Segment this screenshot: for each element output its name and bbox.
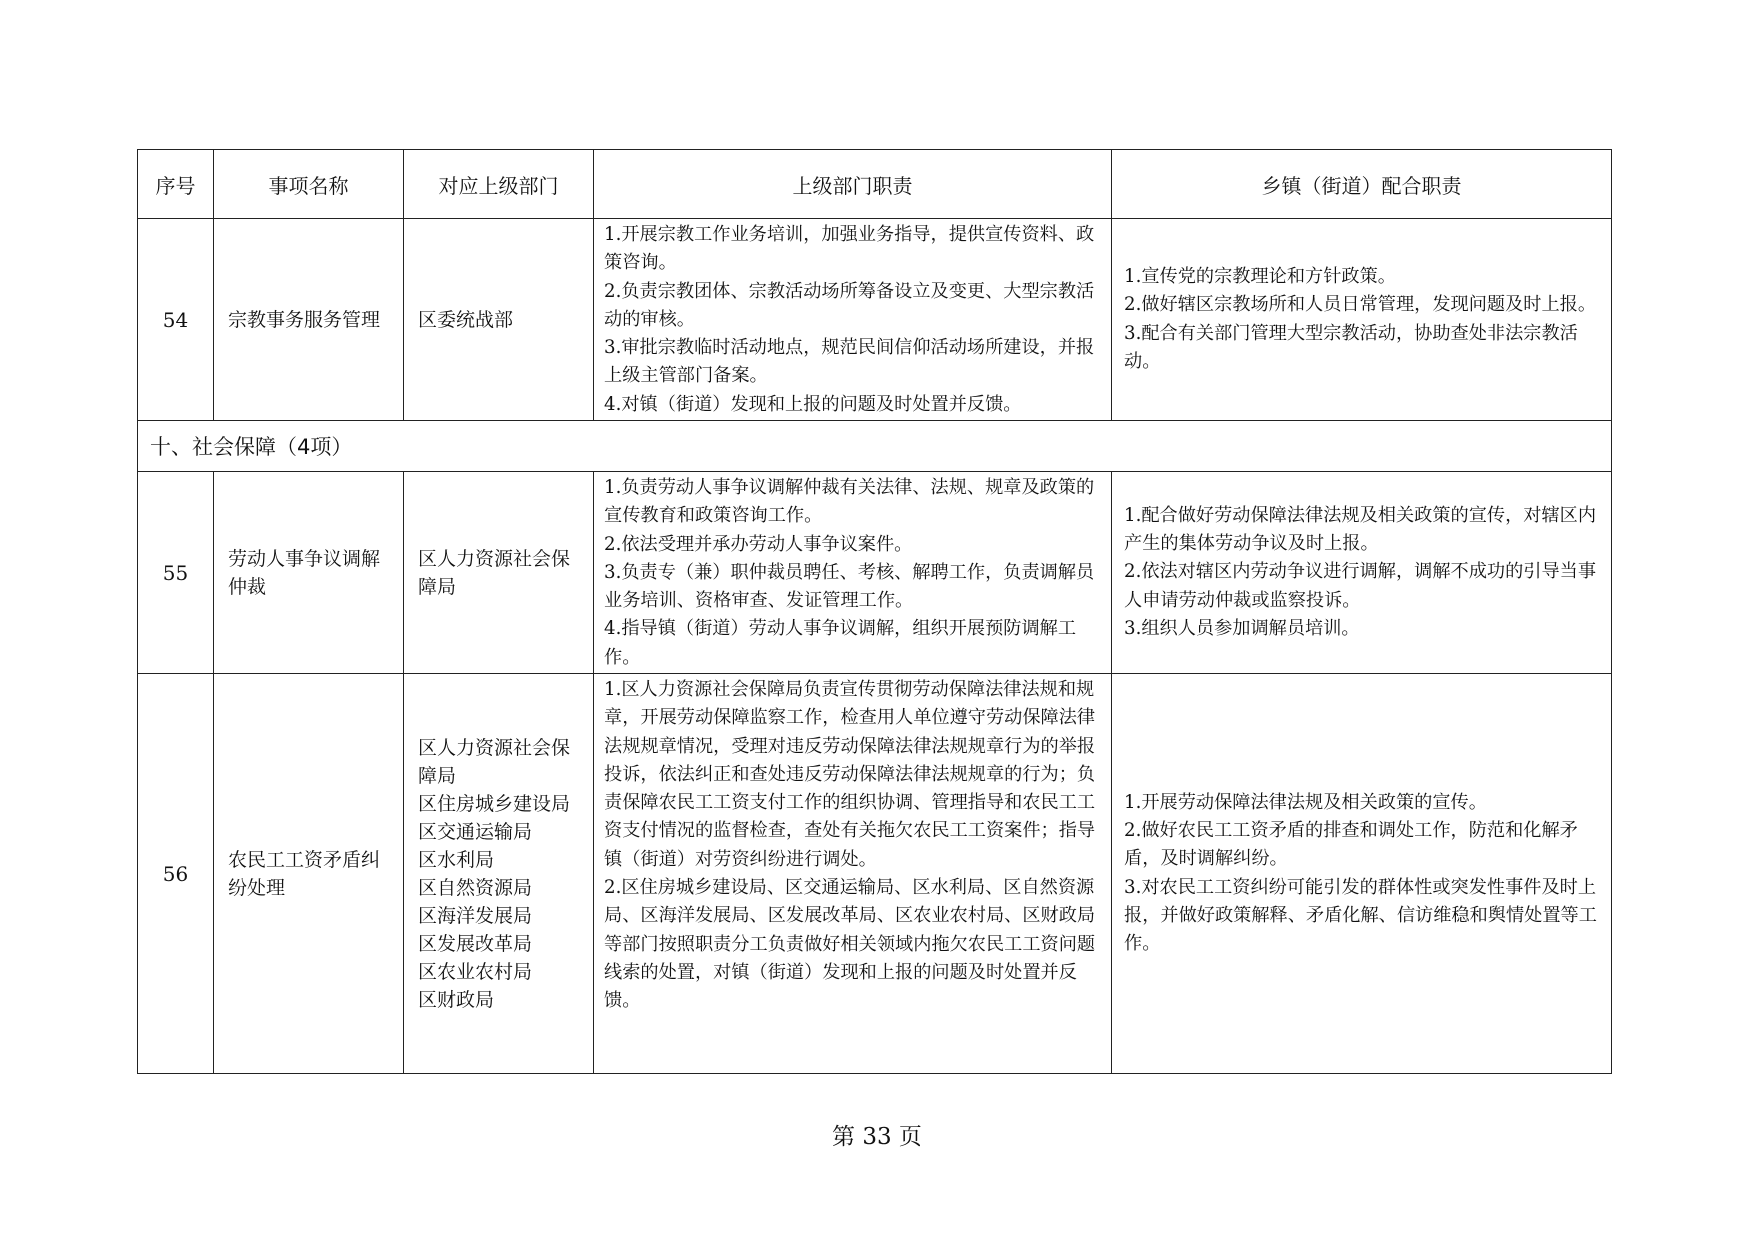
table-row [138, 674, 1612, 1074]
town-duty-item: 2.做好农民工工资矛盾的排查和调处工作，防范和化解矛盾，及时调解纠纷。 [1124, 819, 1578, 870]
upper-duty-item: 2.区住房城乡建设局、区交通运输局、区水利局、区自然资源局、区海洋发展局、区发展改革局、区农业农村局、区财政局等部门按照职责分工负责做好相关领域内拖欠农民工工资问题线索的处置，对镇（街道）发现和上报的问题及时处置并反馈。 [604, 877, 1096, 1012]
upper-duty-cell [594, 472, 1112, 674]
dept-line: 区人力资源社会保障局 [418, 547, 571, 598]
dept-line: 区发展改革局 [418, 932, 533, 955]
dept-cell [404, 219, 594, 421]
dept-line: 区海洋发展局 [418, 904, 533, 927]
dept-line: 区财政局 [418, 988, 495, 1011]
town-duty-item: 3.配合有关部门管理大型宗教活动，协助查处非法宗教活动。 [1124, 322, 1578, 372]
upper-duty-item: 3.审批宗教临时活动地点，规范民间信仰活动场所建设，并报上级主管部门备案。 [604, 337, 1095, 387]
row-number: 56 [138, 674, 214, 1074]
item-name: 农民工工资矛盾纠纷处理 [214, 674, 404, 1074]
upper-duty-item: 4.对镇（街道）发现和上报的问题及时处置并反馈。 [604, 393, 1022, 415]
upper-duty-cell [594, 674, 1112, 1074]
dept-line: 区人力资源社会保障局 [418, 736, 571, 787]
dept-line: 区农业农村局 [418, 960, 533, 983]
header-row [138, 150, 1612, 219]
section-row [138, 421, 1612, 472]
dept-cell [404, 674, 594, 1074]
upper-duty-item: 1.负责劳动人事争议调解仲裁有关法律、法规、规章及政策的宣传教育和政策咨询工作。 [604, 477, 1095, 527]
header-item-name: 事项名称 [214, 150, 404, 219]
town-duty-cell [1112, 472, 1612, 674]
upper-duty-item: 4.指导镇（街道）劳动人事争议调解，组织开展预防调解工作。 [604, 618, 1077, 668]
town-duty-item: 1.开展劳动保障法律法规及相关政策的宣传。 [1124, 791, 1487, 813]
item-name: 宗教事务服务管理 [214, 219, 404, 421]
section-title: 十、社会保障（4项） [138, 421, 1612, 472]
row-number: 55 [138, 472, 214, 674]
upper-duty-item: 1.开展宗教工作业务培训，加强业务指导，提供宣传资料、政策咨询。 [604, 224, 1095, 274]
town-duty-cell [1112, 674, 1612, 1074]
header-town-duty: 乡镇（街道）配合职责 [1112, 150, 1612, 219]
dept-line: 区住房城乡建设局 [418, 792, 571, 815]
table-row [138, 219, 1612, 421]
responsibility-table [137, 149, 1612, 1074]
header-dept: 对应上级部门 [404, 150, 594, 219]
dept-line: 区委统战部 [418, 308, 514, 331]
upper-duty-cell [594, 219, 1112, 421]
town-duty-item: 2.做好辖区宗教场所和人员日常管理，发现问题及时上报。 [1124, 294, 1597, 316]
town-duty-item: 3.组织人员参加调解员培训。 [1124, 617, 1360, 639]
dept-line: 区自然资源局 [418, 876, 533, 899]
row-number: 54 [138, 219, 214, 421]
upper-duty-item: 1.区人力资源社会保障局负责宣传贯彻劳动保障法律法规和规章，开展劳动保障监察工作，检查用人单位遵守劳动保障法律法规规章情况，受理对违反劳动保障法律法规规章行为的举报投诉，依法纠正和查处违反劳动保障法律法规规章的行为；负责保障农民工工资支付工作的组织协调、管理指导和农民工工资支付情况的监督检查，查处有关拖欠农民工工资案件；指导镇（街道）对劳资纠纷进行调处。 [604, 679, 1096, 870]
item-name: 劳动人事争议调解仲裁 [214, 472, 404, 674]
town-duty-cell [1112, 219, 1612, 421]
header-seq: 序号 [138, 150, 214, 219]
town-duty-item: 3.对农民工工资纠纷可能引发的群体性或突发性事件及时上报，并做好政策解释、矛盾化解、信访维稳和舆情处置等工作。 [1124, 876, 1597, 955]
town-duty-item: 1.宣传党的宗教理论和方针政策。 [1124, 265, 1396, 287]
upper-duty-item: 3.负责专（兼）职仲裁员聘任、考核、解聘工作，负责调解员业务培训、资格审查、发证管理工作。 [604, 561, 1095, 612]
dept-line: 区水利局 [418, 848, 495, 871]
town-duty-item: 2.依法对辖区内劳动争议进行调解，调解不成功的引导当事人申请劳动仲裁或监察投诉。 [1124, 561, 1597, 611]
upper-duty-item: 2.负责宗教团体、宗教活动场所筹备设立及变更、大型宗教活动的审核。 [604, 280, 1095, 330]
dept-line: 区交通运输局 [418, 820, 533, 843]
header-upper-duty: 上级部门职责 [594, 150, 1112, 219]
dept-cell [404, 472, 594, 674]
town-duty-item: 1.配合做好劳动保障法律法规及相关政策的宣传，对辖区内产生的集体劳动争议及时上报。 [1124, 504, 1597, 555]
table-row [138, 472, 1612, 674]
upper-duty-item: 2.依法受理并承办劳动人事争议案件。 [604, 533, 913, 555]
page-number: 第 33 页 [832, 1124, 922, 1150]
